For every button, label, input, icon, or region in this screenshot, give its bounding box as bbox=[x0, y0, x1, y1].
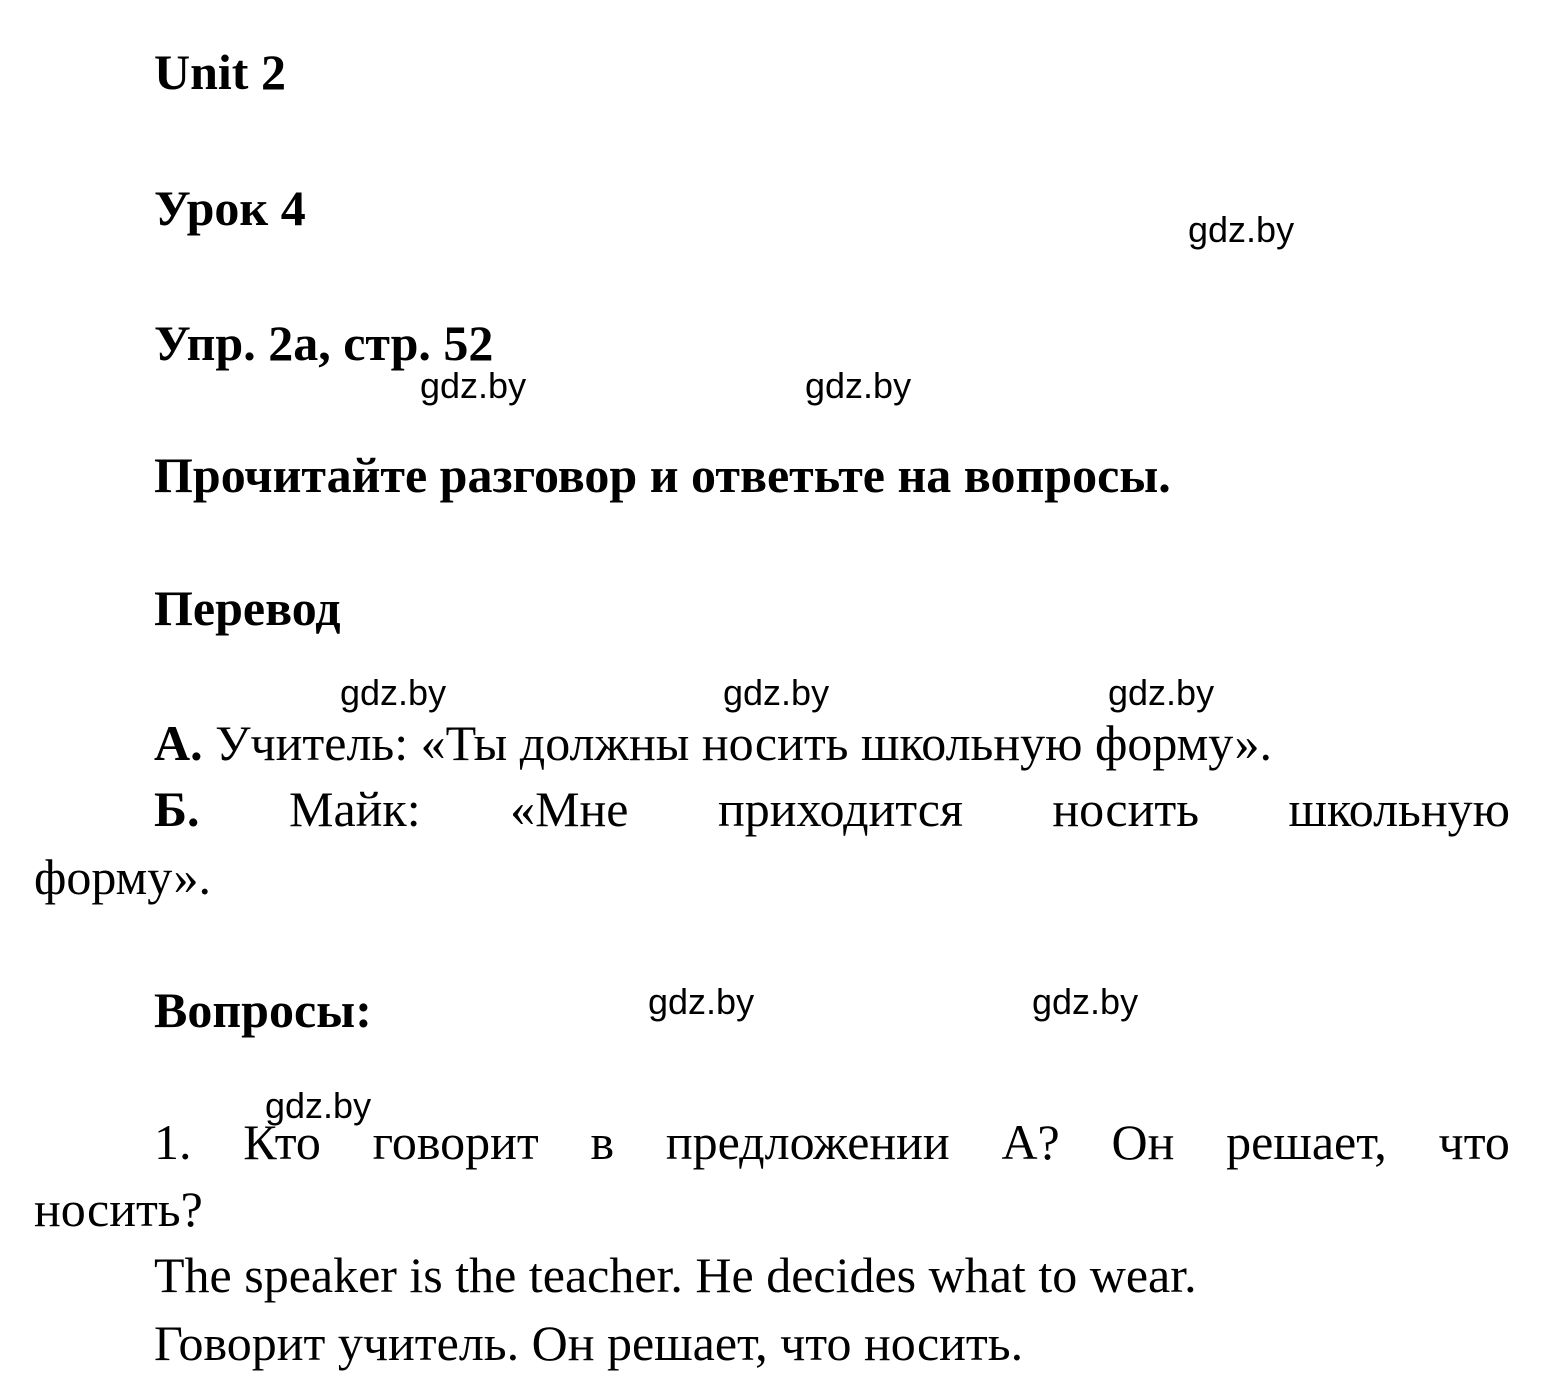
watermark: gdz.by bbox=[648, 981, 755, 1022]
question-word: Кто bbox=[243, 1114, 321, 1170]
questions-heading: Вопросы: bbox=[154, 982, 372, 1038]
exercise-reference: Упр. 2a, стр. 52 bbox=[154, 315, 494, 371]
question-word: говорит bbox=[372, 1114, 539, 1170]
dialogue-word: приходится bbox=[717, 781, 963, 837]
watermark: gdz.by bbox=[1188, 209, 1295, 250]
dialogue-label-a: А. bbox=[154, 715, 203, 771]
question-word: в bbox=[590, 1114, 615, 1170]
watermark: gdz.by bbox=[1108, 672, 1215, 713]
question-word: А? bbox=[1001, 1114, 1060, 1170]
translation-heading: Перевод bbox=[154, 580, 341, 636]
question-word: 1. bbox=[154, 1114, 192, 1170]
watermark: gdz.by bbox=[420, 365, 527, 406]
instruction: Прочитайте разговор и ответьте на вопросы. bbox=[154, 447, 1171, 503]
watermark: gdz.by bbox=[723, 672, 830, 713]
dialogue-word: Майк: bbox=[289, 781, 421, 837]
dialogue-line-b-continuation: форму». bbox=[34, 849, 212, 905]
question-1-continuation: носить? bbox=[34, 1181, 203, 1237]
dialogue-word: школьную bbox=[1288, 781, 1510, 837]
dialogue-label-b: Б. bbox=[154, 781, 200, 837]
watermark: gdz.by bbox=[340, 672, 447, 713]
answer-russian: Говорит учитель. Он решает, что носить. bbox=[154, 1315, 1024, 1371]
watermark: gdz.by bbox=[265, 1085, 372, 1126]
dialogue-line-b bbox=[154, 781, 1510, 837]
dialogue-word: носить bbox=[1052, 781, 1200, 837]
question-word: Он bbox=[1111, 1114, 1175, 1170]
dialogue-line-a bbox=[154, 715, 1272, 771]
watermark: gdz.by bbox=[805, 365, 912, 406]
answer-english: The speaker is the teacher. He decides what to wear. bbox=[154, 1247, 1197, 1303]
question-word: решает, bbox=[1226, 1114, 1387, 1170]
watermark: gdz.by bbox=[1032, 981, 1139, 1022]
dialogue-text-a: Учитель: «Ты должны носить школьную форму». bbox=[215, 715, 1272, 771]
lesson-title: Урок 4 bbox=[154, 180, 306, 236]
question-word: предложении bbox=[665, 1114, 950, 1170]
question-word: что bbox=[1438, 1114, 1510, 1170]
dialogue-word: «Мне bbox=[510, 781, 629, 837]
unit-title: Unit 2 bbox=[154, 44, 286, 100]
